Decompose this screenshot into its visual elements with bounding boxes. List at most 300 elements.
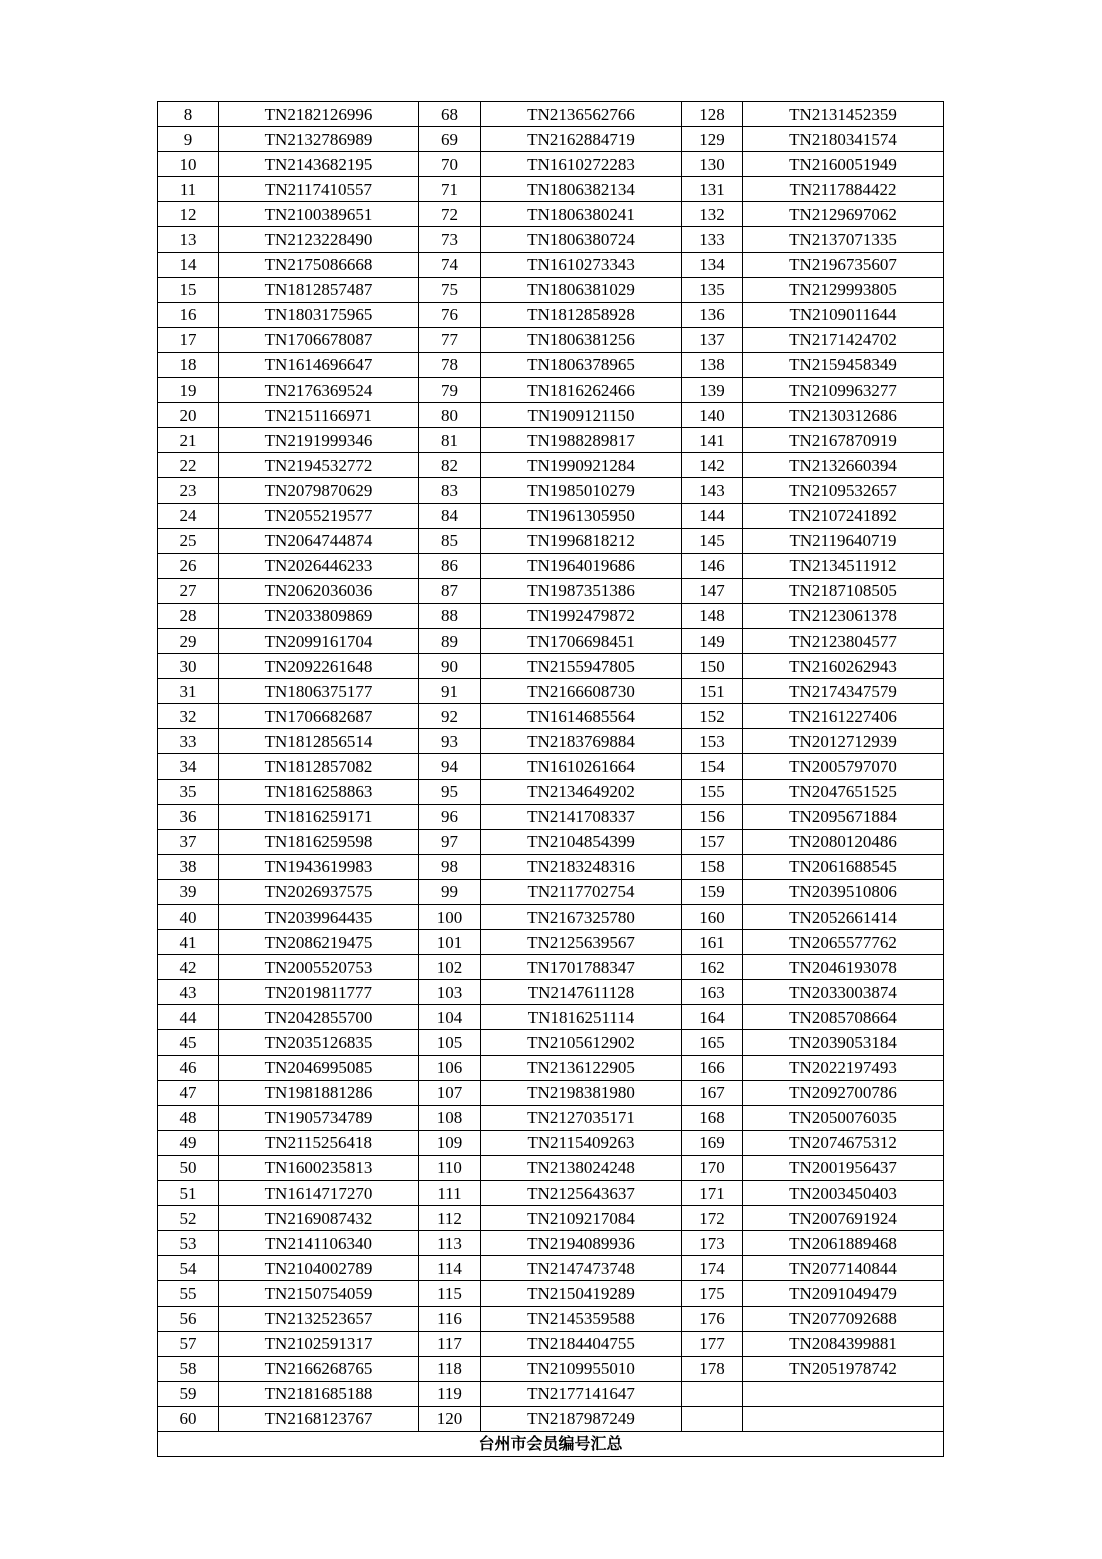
member-code-cell: TN2005797070: [743, 754, 944, 779]
table-row: [158, 729, 944, 754]
row-number-cell: 98: [419, 854, 481, 879]
member-code-cell: TN2005520753: [219, 955, 419, 980]
member-code-cell: [743, 1406, 944, 1431]
member-code-cell: TN1996818212: [481, 528, 682, 553]
member-code-cell: TN2145359588: [481, 1306, 682, 1331]
member-code-cell: TN2160262943: [743, 654, 944, 679]
member-code-cell: TN2104854399: [481, 829, 682, 854]
member-code-cell: TN2123228490: [219, 227, 419, 252]
row-number-cell: 73: [419, 227, 481, 252]
member-code-cell: TN1812856514: [219, 729, 419, 754]
member-code-cell: TN2061688545: [743, 854, 944, 879]
table-row: [158, 152, 944, 177]
table-row: [158, 1005, 944, 1030]
member-code-cell: TN2171424702: [743, 327, 944, 352]
row-number-cell: 92: [419, 704, 481, 729]
member-code-cell: TN2003450403: [743, 1181, 944, 1206]
row-number-cell: 157: [682, 829, 743, 854]
row-number-cell: 140: [682, 403, 743, 428]
row-number-cell: 16: [158, 302, 219, 327]
member-code-cell: TN2141106340: [219, 1231, 419, 1256]
row-number-cell: 116: [419, 1306, 481, 1331]
table-row: [158, 528, 944, 553]
member-code-cell: TN1706678087: [219, 327, 419, 352]
member-code-cell: TN2187108505: [743, 578, 944, 603]
row-number-cell: 41: [158, 930, 219, 955]
row-number-cell: 31: [158, 679, 219, 704]
table-footer-row: [158, 1431, 944, 1456]
member-code-cell: [743, 1381, 944, 1406]
row-number-cell: 22: [158, 453, 219, 478]
member-code-cell: TN2177141647: [481, 1381, 682, 1406]
table-row: [158, 854, 944, 879]
table-row: [158, 177, 944, 202]
member-code-cell: TN2085708664: [743, 1005, 944, 1030]
row-number-cell: 85: [419, 528, 481, 553]
member-code-cell: TN2104002789: [219, 1256, 419, 1281]
member-code-cell: TN2125643637: [481, 1181, 682, 1206]
row-number-cell: 138: [682, 352, 743, 377]
member-code-cell: TN2105612902: [481, 1030, 682, 1055]
row-number-cell: 94: [419, 754, 481, 779]
table-row: [158, 779, 944, 804]
member-code-cell: TN1706682687: [219, 704, 419, 729]
member-code-cell: TN2074675312: [743, 1130, 944, 1155]
table-row: [158, 578, 944, 603]
row-number-cell: 36: [158, 804, 219, 829]
table-row: [158, 428, 944, 453]
member-code-cell: TN1992479872: [481, 603, 682, 628]
member-code-cell: TN1614685564: [481, 704, 682, 729]
row-number-cell: 35: [158, 779, 219, 804]
row-number-cell: 60: [158, 1406, 219, 1431]
row-number-cell: 78: [419, 352, 481, 377]
member-code-cell: TN2102591317: [219, 1331, 419, 1356]
row-number-cell: 165: [682, 1030, 743, 1055]
member-code-cell: TN2123061378: [743, 603, 944, 628]
table-row: [158, 754, 944, 779]
table-row: [158, 980, 944, 1005]
row-number-cell: 147: [682, 578, 743, 603]
member-code-cell: TN1816258863: [219, 779, 419, 804]
member-code-cell: TN2051978742: [743, 1356, 944, 1381]
row-number-cell: 155: [682, 779, 743, 804]
member-code-cell: TN1600235813: [219, 1155, 419, 1180]
row-number-cell: 30: [158, 654, 219, 679]
table-body: [158, 102, 944, 1432]
table-row: [158, 1306, 944, 1331]
member-code-cell: TN1610273343: [481, 252, 682, 277]
row-number-cell: 103: [419, 980, 481, 1005]
member-code-cell: TN2012712939: [743, 729, 944, 754]
row-number-cell: 48: [158, 1105, 219, 1130]
row-number-cell: 44: [158, 1005, 219, 1030]
member-code-cell: TN2141708337: [481, 804, 682, 829]
row-number-cell: 42: [158, 955, 219, 980]
row-number-cell: 87: [419, 578, 481, 603]
row-number-cell: 152: [682, 704, 743, 729]
member-code-cell: TN1816262466: [481, 378, 682, 403]
member-code-cell: TN2091049479: [743, 1281, 944, 1306]
row-number-cell: 25: [158, 528, 219, 553]
member-code-cell: TN2109217084: [481, 1206, 682, 1231]
member-code-cell: TN2162884719: [481, 127, 682, 152]
member-code-cell: TN2022197493: [743, 1055, 944, 1080]
member-code-cell: TN1706698451: [481, 628, 682, 653]
row-number-cell: 83: [419, 478, 481, 503]
row-number-cell: 15: [158, 277, 219, 302]
row-number-cell: 132: [682, 202, 743, 227]
member-code-cell: TN2194532772: [219, 453, 419, 478]
member-number-table: [157, 101, 944, 1457]
row-number-cell: 176: [682, 1306, 743, 1331]
member-code-cell: TN2184404755: [481, 1331, 682, 1356]
member-code-cell: TN2191999346: [219, 428, 419, 453]
member-code-cell: TN2086219475: [219, 930, 419, 955]
row-number-cell: 93: [419, 729, 481, 754]
row-number-cell: 134: [682, 252, 743, 277]
row-number-cell: 40: [158, 905, 219, 930]
row-number-cell: 71: [419, 177, 481, 202]
row-number-cell: 143: [682, 478, 743, 503]
member-code-cell: TN2161227406: [743, 704, 944, 729]
member-code-cell: TN2080120486: [743, 829, 944, 854]
member-code-cell: TN2187987249: [481, 1406, 682, 1431]
table-row: [158, 628, 944, 653]
row-number-cell: 37: [158, 829, 219, 854]
member-code-cell: TN1614696647: [219, 352, 419, 377]
member-code-cell: TN2115256418: [219, 1130, 419, 1155]
member-code-cell: TN1987351386: [481, 578, 682, 603]
member-code-cell: TN1812858928: [481, 302, 682, 327]
table-row: [158, 227, 944, 252]
member-code-cell: TN2166268765: [219, 1356, 419, 1381]
member-code-cell: TN2026937575: [219, 879, 419, 904]
row-number-cell: 145: [682, 528, 743, 553]
member-code-cell: TN2077140844: [743, 1256, 944, 1281]
table-row: [158, 1155, 944, 1180]
member-code-cell: TN1909121150: [481, 403, 682, 428]
member-code-cell: TN2151166971: [219, 403, 419, 428]
member-code-cell: TN2198381980: [481, 1080, 682, 1105]
table-row: [158, 1406, 944, 1431]
table-row: [158, 1256, 944, 1281]
row-number-cell: 139: [682, 378, 743, 403]
table-row: [158, 1231, 944, 1256]
member-code-cell: TN2099161704: [219, 628, 419, 653]
member-code-cell: TN2196735607: [743, 252, 944, 277]
row-number-cell: 174: [682, 1256, 743, 1281]
row-number-cell: 120: [419, 1406, 481, 1431]
table-row: [158, 829, 944, 854]
row-number-cell: 19: [158, 378, 219, 403]
row-number-cell: 107: [419, 1080, 481, 1105]
row-number-cell: 114: [419, 1256, 481, 1281]
member-code-cell: TN2095671884: [743, 804, 944, 829]
member-code-cell: TN2143682195: [219, 152, 419, 177]
table-row: [158, 1105, 944, 1130]
member-code-cell: TN2160051949: [743, 152, 944, 177]
table-row: [158, 879, 944, 904]
member-code-cell: TN2046193078: [743, 955, 944, 980]
table-row: [158, 1030, 944, 1055]
row-number-cell: 104: [419, 1005, 481, 1030]
member-code-cell: TN2134649202: [481, 779, 682, 804]
row-number-cell: [682, 1406, 743, 1431]
row-number-cell: 33: [158, 729, 219, 754]
row-number-cell: 27: [158, 578, 219, 603]
member-code-cell: TN2181685188: [219, 1381, 419, 1406]
table-caption: 台州市会员编号汇总: [158, 1431, 944, 1456]
member-code-cell: TN2150754059: [219, 1281, 419, 1306]
row-number-cell: 117: [419, 1331, 481, 1356]
row-number-cell: 130: [682, 152, 743, 177]
member-code-cell: TN2039510806: [743, 879, 944, 904]
table-row: [158, 352, 944, 377]
member-code-cell: TN2117410557: [219, 177, 419, 202]
member-code-cell: TN2065577762: [743, 930, 944, 955]
row-number-cell: 45: [158, 1030, 219, 1055]
row-number-cell: [682, 1381, 743, 1406]
row-number-cell: 162: [682, 955, 743, 980]
member-code-cell: TN2131452359: [743, 102, 944, 127]
member-code-cell: TN2180341574: [743, 127, 944, 152]
row-number-cell: 149: [682, 628, 743, 653]
member-code-cell: TN1812857487: [219, 277, 419, 302]
row-number-cell: 129: [682, 127, 743, 152]
table-row: [158, 1130, 944, 1155]
table-row: [158, 804, 944, 829]
member-code-cell: TN1806381029: [481, 277, 682, 302]
row-number-cell: 75: [419, 277, 481, 302]
member-code-cell: TN2129993805: [743, 277, 944, 302]
row-number-cell: 161: [682, 930, 743, 955]
member-code-cell: TN2168123767: [219, 1406, 419, 1431]
row-number-cell: 153: [682, 729, 743, 754]
member-code-cell: TN2092261648: [219, 654, 419, 679]
row-number-cell: 39: [158, 879, 219, 904]
row-number-cell: 43: [158, 980, 219, 1005]
table-row: [158, 955, 944, 980]
member-code-cell: TN2061889468: [743, 1231, 944, 1256]
row-number-cell: 59: [158, 1381, 219, 1406]
row-number-cell: 168: [682, 1105, 743, 1130]
row-number-cell: 100: [419, 905, 481, 930]
member-code-cell: TN2125639567: [481, 930, 682, 955]
row-number-cell: 128: [682, 102, 743, 127]
table-row: [158, 905, 944, 930]
row-number-cell: 81: [419, 428, 481, 453]
member-code-cell: TN2183248316: [481, 854, 682, 879]
row-number-cell: 24: [158, 503, 219, 528]
member-code-cell: TN2129697062: [743, 202, 944, 227]
row-number-cell: 8: [158, 102, 219, 127]
row-number-cell: 110: [419, 1155, 481, 1180]
member-code-cell: TN2169087432: [219, 1206, 419, 1231]
table-row: [158, 654, 944, 679]
row-number-cell: 105: [419, 1030, 481, 1055]
member-code-cell: TN2035126835: [219, 1030, 419, 1055]
member-code-cell: TN2119640719: [743, 528, 944, 553]
row-number-cell: 38: [158, 854, 219, 879]
row-number-cell: 12: [158, 202, 219, 227]
member-code-cell: TN1614717270: [219, 1181, 419, 1206]
row-number-cell: 88: [419, 603, 481, 628]
row-number-cell: 112: [419, 1206, 481, 1231]
table-row: [158, 1331, 944, 1356]
member-code-cell: TN2123804577: [743, 628, 944, 653]
row-number-cell: 146: [682, 553, 743, 578]
member-code-cell: TN2109955010: [481, 1356, 682, 1381]
row-number-cell: 99: [419, 879, 481, 904]
row-number-cell: 9: [158, 127, 219, 152]
row-number-cell: 171: [682, 1181, 743, 1206]
row-number-cell: 34: [158, 754, 219, 779]
row-number-cell: 151: [682, 679, 743, 704]
table-row: [158, 1206, 944, 1231]
member-code-cell: TN2109011644: [743, 302, 944, 327]
row-number-cell: 53: [158, 1231, 219, 1256]
row-number-cell: 141: [682, 428, 743, 453]
row-number-cell: 20: [158, 403, 219, 428]
table-row: [158, 930, 944, 955]
table-row: [158, 1181, 944, 1206]
row-number-cell: 58: [158, 1356, 219, 1381]
member-code-cell: TN1990921284: [481, 453, 682, 478]
member-code-cell: TN2147473748: [481, 1256, 682, 1281]
row-number-cell: 96: [419, 804, 481, 829]
member-code-cell: TN2079870629: [219, 478, 419, 503]
row-number-cell: 74: [419, 252, 481, 277]
member-code-cell: TN1812857082: [219, 754, 419, 779]
row-number-cell: 82: [419, 453, 481, 478]
row-number-cell: 178: [682, 1356, 743, 1381]
row-number-cell: 57: [158, 1331, 219, 1356]
member-code-cell: TN1806380241: [481, 202, 682, 227]
member-code-cell: TN2138024248: [481, 1155, 682, 1180]
row-number-cell: 156: [682, 804, 743, 829]
table-row: [158, 1281, 944, 1306]
member-code-cell: TN2055219577: [219, 503, 419, 528]
row-number-cell: 175: [682, 1281, 743, 1306]
member-code-cell: TN2167870919: [743, 428, 944, 453]
row-number-cell: 135: [682, 277, 743, 302]
row-number-cell: 95: [419, 779, 481, 804]
row-number-cell: 50: [158, 1155, 219, 1180]
table-row: [158, 603, 944, 628]
member-code-cell: TN2127035171: [481, 1105, 682, 1130]
row-number-cell: 177: [682, 1331, 743, 1356]
member-code-cell: TN2176369524: [219, 378, 419, 403]
table-row: [158, 277, 944, 302]
member-code-cell: TN2182126996: [219, 102, 419, 127]
table-row: [158, 1356, 944, 1381]
row-number-cell: 49: [158, 1130, 219, 1155]
table-row: [158, 403, 944, 428]
member-code-cell: TN2155947805: [481, 654, 682, 679]
member-code-cell: TN2136122905: [481, 1055, 682, 1080]
member-code-cell: TN2175086668: [219, 252, 419, 277]
member-code-cell: TN2134511912: [743, 553, 944, 578]
row-number-cell: 173: [682, 1231, 743, 1256]
member-code-cell: TN2132523657: [219, 1306, 419, 1331]
row-number-cell: 54: [158, 1256, 219, 1281]
member-code-cell: TN2132660394: [743, 453, 944, 478]
member-code-cell: TN2039053184: [743, 1030, 944, 1055]
row-number-cell: 164: [682, 1005, 743, 1030]
member-code-cell: TN1964019686: [481, 553, 682, 578]
member-code-cell: TN1806375177: [219, 679, 419, 704]
row-number-cell: 133: [682, 227, 743, 252]
row-number-cell: 166: [682, 1055, 743, 1080]
member-code-cell: TN2183769884: [481, 729, 682, 754]
table-row: [158, 1080, 944, 1105]
row-number-cell: 136: [682, 302, 743, 327]
table-row: [158, 553, 944, 578]
row-number-cell: 102: [419, 955, 481, 980]
member-code-cell: TN2166608730: [481, 679, 682, 704]
member-code-cell: TN1610261664: [481, 754, 682, 779]
table-row: [158, 704, 944, 729]
row-number-cell: 17: [158, 327, 219, 352]
row-number-cell: 70: [419, 152, 481, 177]
row-number-cell: 163: [682, 980, 743, 1005]
member-code-cell: TN2001956437: [743, 1155, 944, 1180]
member-code-cell: TN2117702754: [481, 879, 682, 904]
member-code-cell: TN2159458349: [743, 352, 944, 377]
member-code-cell: TN1803175965: [219, 302, 419, 327]
member-code-cell: TN2039964435: [219, 905, 419, 930]
table-row: [158, 478, 944, 503]
table-row: [158, 202, 944, 227]
table-row: [158, 503, 944, 528]
member-code-cell: TN1943619983: [219, 854, 419, 879]
row-number-cell: 158: [682, 854, 743, 879]
member-code-cell: TN1610272283: [481, 152, 682, 177]
member-code-cell: TN1806381256: [481, 327, 682, 352]
row-number-cell: 111: [419, 1181, 481, 1206]
row-number-cell: 26: [158, 553, 219, 578]
row-number-cell: 77: [419, 327, 481, 352]
member-code-cell: TN1905734789: [219, 1105, 419, 1130]
row-number-cell: 142: [682, 453, 743, 478]
table-row: [158, 453, 944, 478]
row-number-cell: 13: [158, 227, 219, 252]
member-code-cell: TN1816259171: [219, 804, 419, 829]
row-number-cell: 109: [419, 1130, 481, 1155]
row-number-cell: 131: [682, 177, 743, 202]
row-number-cell: 167: [682, 1080, 743, 1105]
member-code-cell: TN2033809869: [219, 603, 419, 628]
row-number-cell: 52: [158, 1206, 219, 1231]
row-number-cell: 21: [158, 428, 219, 453]
member-code-cell: TN1806382134: [481, 177, 682, 202]
table-row: [158, 1055, 944, 1080]
row-number-cell: 51: [158, 1181, 219, 1206]
row-number-cell: 23: [158, 478, 219, 503]
member-code-cell: TN1806380724: [481, 227, 682, 252]
member-code-cell: TN2050076035: [743, 1105, 944, 1130]
member-code-cell: TN1988289817: [481, 428, 682, 453]
member-code-cell: TN2137071335: [743, 227, 944, 252]
row-number-cell: 101: [419, 930, 481, 955]
row-number-cell: 91: [419, 679, 481, 704]
row-number-cell: 154: [682, 754, 743, 779]
member-code-cell: TN2109963277: [743, 378, 944, 403]
row-number-cell: 148: [682, 603, 743, 628]
member-code-cell: TN2132786989: [219, 127, 419, 152]
row-number-cell: 79: [419, 378, 481, 403]
